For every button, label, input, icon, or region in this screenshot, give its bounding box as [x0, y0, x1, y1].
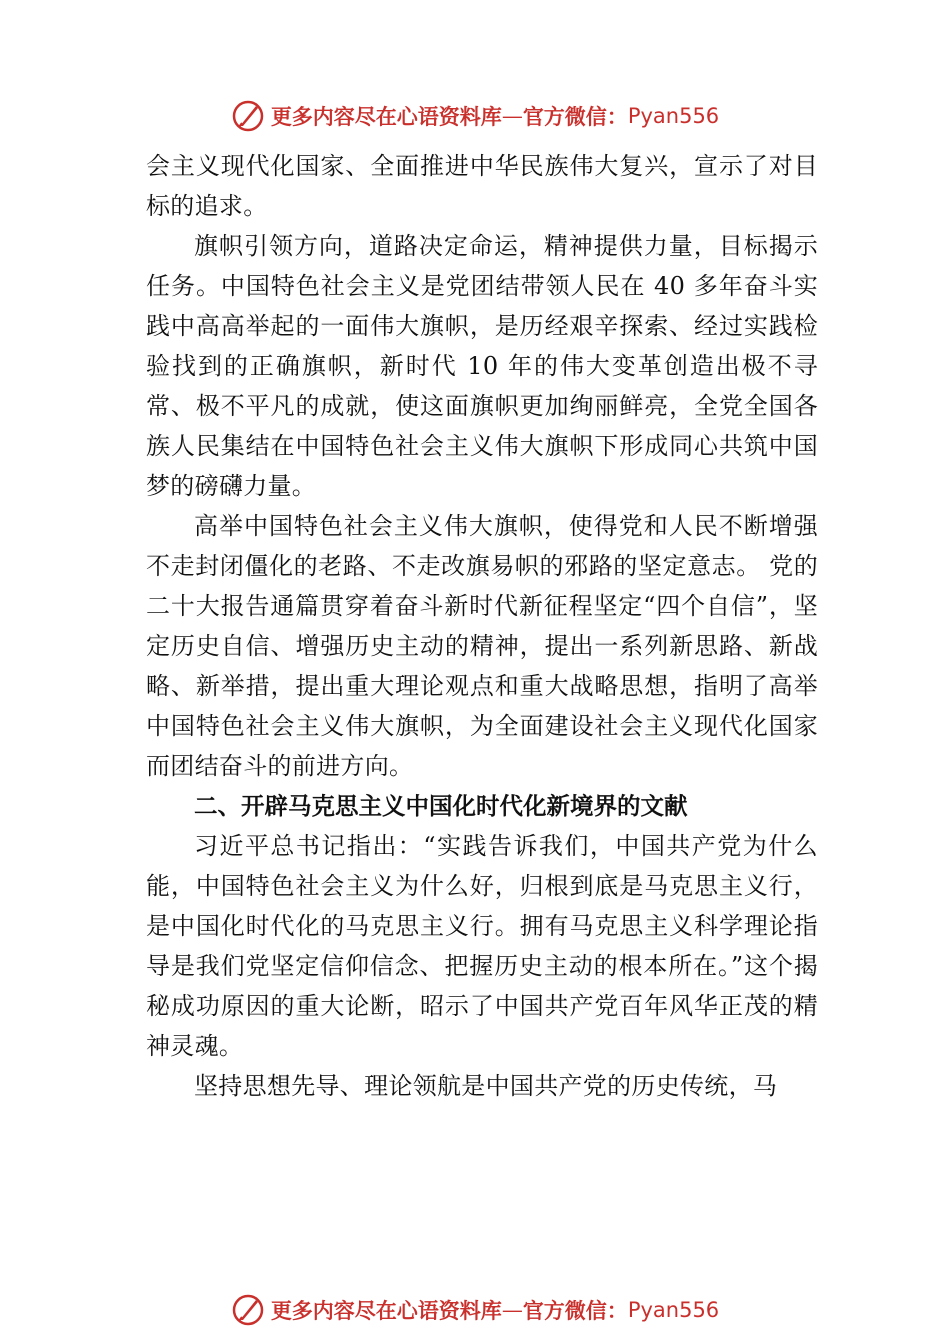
header-watermark-banner [0, 96, 950, 136]
banner-separator: — [501, 104, 523, 128]
banner-label: 官方微信： [522, 104, 628, 129]
footer-watermark-banner [0, 1290, 950, 1330]
banner-label: 官方微信： [522, 1298, 628, 1323]
quill-logo-icon [231, 1293, 265, 1327]
paragraph-4: 习近平总书记指出：“实践告诉我们，中国共产党为什么能，中国特色社会主义为什么好，归根到底是马克思主义行，是中国化时代化的马克思主义行。拥有马克思主义科学理论指导是我们党坚定信仰信念、把握历史主动的根本所在。”这个揭秘成功原因的重大论断，昭示了中国共产党百年风华正茂的精神灵魂。 [146, 832, 818, 1060]
banner-separator: — [501, 1298, 523, 1322]
banner-text: 更多内容尽在心语资料库 [270, 1298, 502, 1323]
banner-wechat-id: Pyan556 [627, 104, 720, 128]
quill-logo-icon [231, 99, 265, 133]
paragraph-5: 坚持思想先导、理论领航是中国共产党的历史传统，马 [194, 1072, 778, 1100]
banner-wechat-id: Pyan556 [627, 1298, 720, 1322]
paragraph-1: 会主义现代化国家、全面推进中华民族伟大复兴，宣示了对目标的追求。 [146, 152, 818, 220]
paragraph-2: 旗帜引领方向，道路决定命运，精神提供力量，目标揭示任务。中国特色社会主义是党团结带领人民在 40 多年奋斗实践中高高举起的一面伟大旗帜，是历经艰辛探索、经过实践检验找到的正确旗帜，新时代 10 年的伟大变革创造出极不寻常、极不平凡的成就，使这面旗帜更加绚丽鲜亮，全党全国各族人民集结在中国特色社会主义伟大旗帜下形成同心共筑中国梦的磅礴力量。 [146, 232, 818, 500]
banner-text: 更多内容尽在心语资料库 [270, 104, 502, 129]
document-body [146, 146, 818, 1106]
paragraph-3: 高举中国特色社会主义伟大旗帜，使得党和人民不断增强不走封闭僵化的老路、不走改旗易帜的邪路的坚定意志。 党的二十大报告通篇贯穿着奋斗新时代新征程坚定“四个自信”，坚定历史自信、增强历史主动的精神，提出一系列新思路、新战略、新举措，提出重大理论观点和重大战略思想，指明了高举中国特色社会主义伟大旗帜，为全面建设社会主义现代化国家而团结奋斗的前进方向。 [146, 512, 818, 780]
section-heading: 二、开辟马克思主义中国化时代化新境界的文献 [194, 792, 688, 820]
